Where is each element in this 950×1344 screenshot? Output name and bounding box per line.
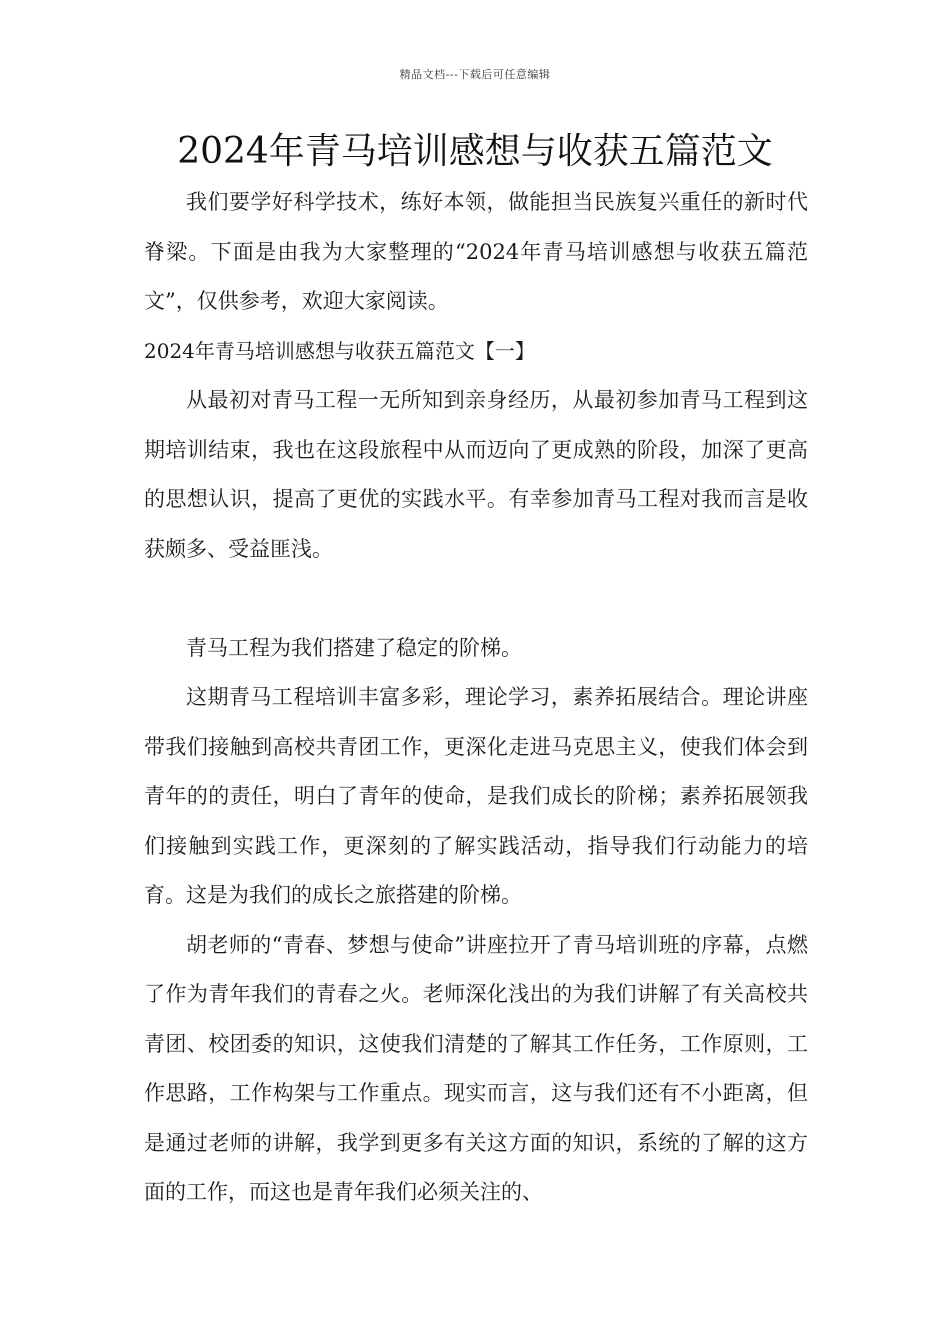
header-note: 精品文档---下载后可任意编辑 xyxy=(399,68,551,81)
body-paragraph: 这期青马工程培训丰富多彩，理论学习，素养拓展结合。理论讲座带我们接触到高校共青团工作，更深化走进马克思主义，使我们体会到青年的的责任，明白了青年的使命，是我们成长的阶梯；素养拓展领我们接触到实践工作，更深刻的了解实践活动，指导我们行动能力的培育。这是为我们的成长之旅搭建的阶梯。 xyxy=(144,685,808,907)
intro-paragraph: 我们要学好科学技术，练好本领，做能担当民族复兴重任的新时代脊梁。下面是由我为大家整理的“2024年青马培训感想与收获五篇范文”，仅供参考，欢迎大家阅读。 xyxy=(144,190,808,313)
body-paragraph: 青马工程为我们搭建了稳定的阶梯。 xyxy=(186,635,522,660)
blank-line xyxy=(144,574,808,624)
document-title: 2024年青马培训感想与收获五篇范文 xyxy=(177,131,773,172)
body-paragraph: 胡老师的“青春、梦想与使命”讲座拉开了青马培训班的序幕，点燃了作为青年我们的青春之火。老师深化浅出的为我们讲解了有关高校共青团、校团委的知识，这使我们清楚的了解其工作任务，工作原则，工作思路，工作构架与工作重点。现实而言，这与我们还有不小距离，但是通过老师的讲解，我学到更多有关这方面的知识，系统的了解的这方面的工作，而这也是青年我们必须关注的、 xyxy=(144,932,808,1204)
body-paragraph: 从最初对青马工程一无所知到亲身经历，从最初参加青马工程到这期培训结束，我也在这段旅程中从而迈向了更成熟的阶段，加深了更高的思想认识，提高了更优的实践水平。有幸参加青马工程对我而言是收获颇多、受益匪浅。 xyxy=(144,388,808,561)
section-heading: 2024年青马培训感想与收获五篇范文【一】 xyxy=(144,338,535,363)
document-body xyxy=(144,178,808,1218)
